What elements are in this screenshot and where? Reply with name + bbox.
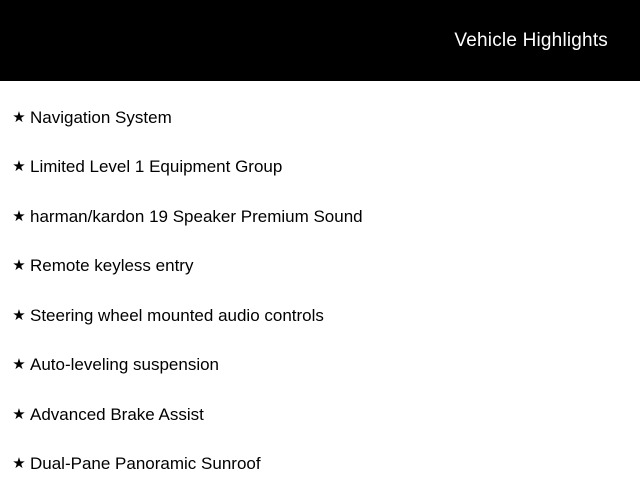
star-icon: ★ [8,307,30,325]
list-item [0,192,640,242]
page-title: Vehicle Highlights [454,30,608,52]
star-icon: ★ [8,257,30,275]
list-item [0,143,640,193]
list-item-label: Auto-leveling suspension [30,354,219,376]
list-item [0,390,640,440]
star-icon: ★ [8,158,30,176]
star-icon: ★ [8,406,30,424]
header-bar [0,0,640,81]
star-icon: ★ [8,356,30,374]
highlights-list [0,81,640,489]
list-item [0,341,640,391]
list-item-label: Advanced Brake Assist [30,404,204,426]
list-item [0,291,640,341]
list-item-label: Steering wheel mounted audio controls [30,305,324,327]
star-icon: ★ [8,109,30,127]
star-icon: ★ [8,208,30,226]
star-icon: ★ [8,455,30,473]
list-item-label: harman/kardon 19 Speaker Premium Sound [30,206,363,228]
list-item [0,93,640,143]
list-item-label: Navigation System [30,107,172,129]
list-item-label: Dual-Pane Panoramic Sunroof [30,453,261,475]
list-item [0,440,640,489]
list-item-label: Limited Level 1 Equipment Group [30,156,282,178]
list-item [0,242,640,292]
list-item-label: Remote keyless entry [30,255,193,277]
